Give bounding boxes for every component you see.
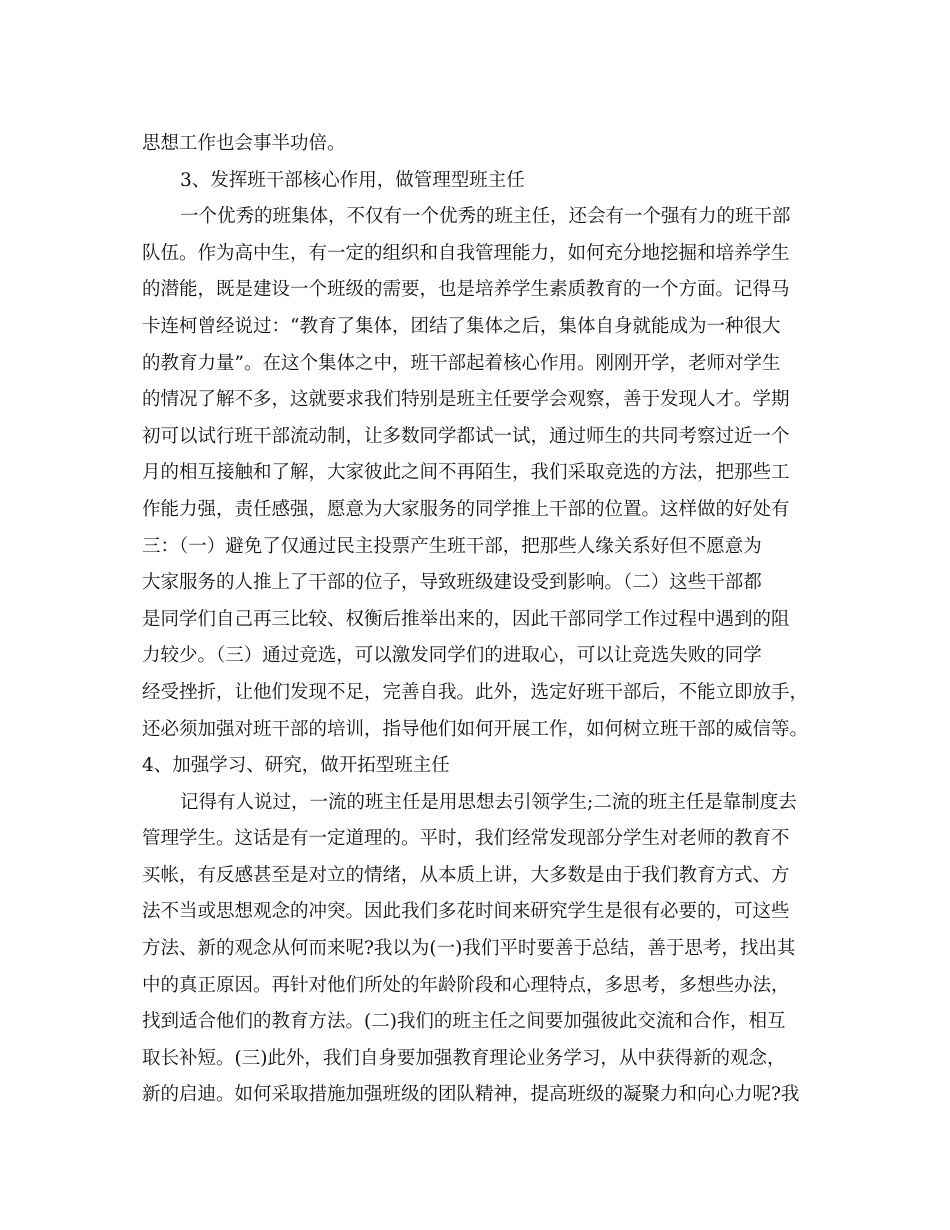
text-line: 经受挫折，让他们发现不足，完善自我。此外，选定好班干部后，不能立即放手，	[142, 681, 809, 703]
text-line: 4、加强学习、研究，做开拓型班主任	[142, 755, 450, 777]
text-line: 记得有人说过，一流的班主任是用思想去引领学生;二流的班主任是靠制度去	[180, 791, 797, 813]
text-line: 方法、新的观念从何而来呢?我以为(一)我们平时要善于总结，善于思考，找出其	[142, 938, 796, 960]
text-line: 买帐，有反感甚至是对立的情绪，从本质上讲，大多数是由于我们教育方式、方	[142, 864, 790, 886]
text-line: 初可以试行班干部流动制，让多数同学都试一试，通过师生的共同考察过近一个	[142, 425, 790, 447]
text-line: 卡连柯曾经说过：“教育了集体，团结了集体之后，集体自身就能成为一种很大	[142, 315, 781, 337]
text-line: 中的真正原因。再针对他们所处的年龄阶段和心理特点，多思考，多想些办法，	[142, 974, 790, 996]
text-line: 月的相互接触和了解，大家彼此之间不再陌生，我们采取竞选的方法，把那些工	[142, 462, 790, 484]
text-line: 3、发挥班干部核心作用，做管理型班主任	[180, 169, 525, 191]
text-line: 找到适合他们的教育方法。(二)我们的班主任之间要加强彼此交流和合作，相互	[142, 1011, 786, 1033]
document-body	[142, 126, 812, 1114]
text-line: 作能力强，责任感强，愿意为大家服务的同学推上干部的位置。这样做的好处有	[142, 498, 790, 520]
text-line: 三：（一）避免了仅通过民主投票产生班干部，把那些人缘关系好但不愿意为	[142, 535, 762, 557]
text-line: 一个优秀的班集体，不仅有一个优秀的班主任，还会有一个强有力的班干部	[180, 206, 791, 228]
text-line: 法不当或思想观念的冲突。因此我们多花时间来研究学生是很有必要的，可这些	[142, 901, 790, 923]
text-line: 是同学们自己再三比较、权衡后推举出来的，因此干部同学工作过程中遇到的阻	[142, 608, 790, 630]
text-line: 的潜能，既是建设一个班级的需要，也是培养学生素质教育的一个方面。记得马	[142, 279, 790, 301]
text-line: 力较少。（三）通过竞选，可以激发同学们的进取心，可以让竞选失败的同学	[142, 645, 762, 667]
text-line: 取长补短。(三)此外，我们自身要加强教育理论业务学习，从中获得新的观念，	[142, 1047, 786, 1069]
text-line: 管理学生。这话是有一定道理的。平时，我们经常发现部分学生对老师的教育不	[142, 828, 790, 850]
text-line: 思想工作也会事半功倍。	[142, 133, 346, 154]
text-line: 新的启迪。如何采取措施加强班级的团队精神，提高班级的凝聚力和向心力呢?我	[142, 1084, 800, 1106]
text-line: 的情况了解不多，这就要求我们特别是班主任要学会观察，善于发现人才。学期	[142, 389, 790, 411]
text-line: 还必须加强对班干部的培训，指导他们如何开展工作，如何树立班干部的威信等。	[142, 718, 809, 740]
text-line: 队伍。作为高中生，有一定的组织和自我管理能力，如何充分地挖掘和培养学生	[142, 242, 790, 264]
text-line: 大家服务的人推上了干部的位子，导致班级建设受到影响。（二）这些干部都	[142, 572, 762, 594]
text-line: 的教育力量”。在这个集体之中，班干部起着核心作用。刚刚开学，老师对学生	[142, 352, 781, 374]
